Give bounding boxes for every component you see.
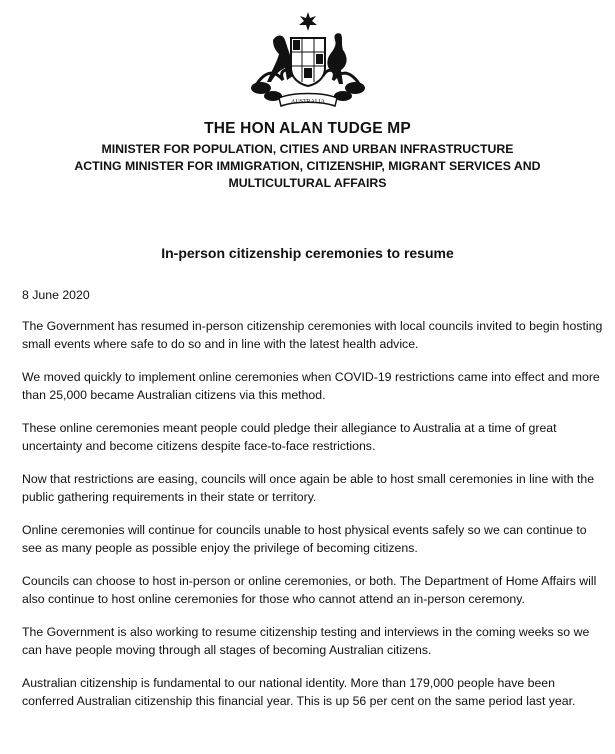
commonwealth-star — [299, 12, 317, 31]
paragraph: Councils can choose to host in-person or online ceremonies, or both. The Department of Home Affairs will also continue to host online ceremonies for those who cannot attend an in-person ceremony. — [22, 574, 597, 606]
paragraph: Now that restrictions are easing, councils will once again be able to host small ceremonies in line with the public gathering requirements in their state or territory. — [22, 472, 595, 504]
paragraph: The Government is also working to resume citizenship testing and interviews in the coming weeks so we can have people moving through all stages of becoming Australian citizens. — [22, 625, 590, 657]
emu — [327, 33, 346, 84]
release-date: 8 June 2020 — [22, 288, 90, 302]
media-release-title: In-person citizenship ceremonies to resume — [161, 245, 454, 261]
paragraph: These online ceremonies meant people could pledge their allegiance to Australia at a time of great uncertainty and become citizens despite face-to-face restrictions. — [22, 421, 557, 453]
minister-header — [0, 120, 615, 192]
paragraph: Online ceremonies will continue for councils unable to host physical events safely so we can continue to see as many people as possible enjoy the privilege of becoming citizens. — [22, 523, 587, 555]
paragraph: The Government has resumed in-person citizenship ceremonies with local councils invited to begin hosting small events where safe to do so and in line with the latest health advice. — [22, 319, 603, 351]
paragraph: We moved quickly to implement online ceremonies when COVID-19 restrictions came into effect and more than 25,000 became Australian citizens via this method. — [22, 370, 600, 402]
minister-name: THE HON ALAN TUDGE MP — [204, 120, 411, 137]
coat-of-arms-icon — [243, 10, 373, 114]
scroll-text: AUSTRALIA — [291, 99, 325, 105]
portfolio-line-1: MINISTER FOR POPULATION, CITIES AND URBAN INFRASTRUCTURE — [101, 142, 514, 156]
coat-of-arms-graphic — [243, 10, 373, 114]
portfolio-line-2: ACTING MINISTER FOR IMMIGRATION, CITIZENSHIP, MIGRANT SERVICES AND MULTICULTURAL AFFAIRS — [74, 159, 541, 190]
release-body — [22, 318, 607, 726]
paragraph: Australian citizenship is fundamental to our national identity. More than 179,000 people have been conferred Australian citizenship this financial year. This is up 56 per cent on the same period last year. — [22, 676, 576, 708]
